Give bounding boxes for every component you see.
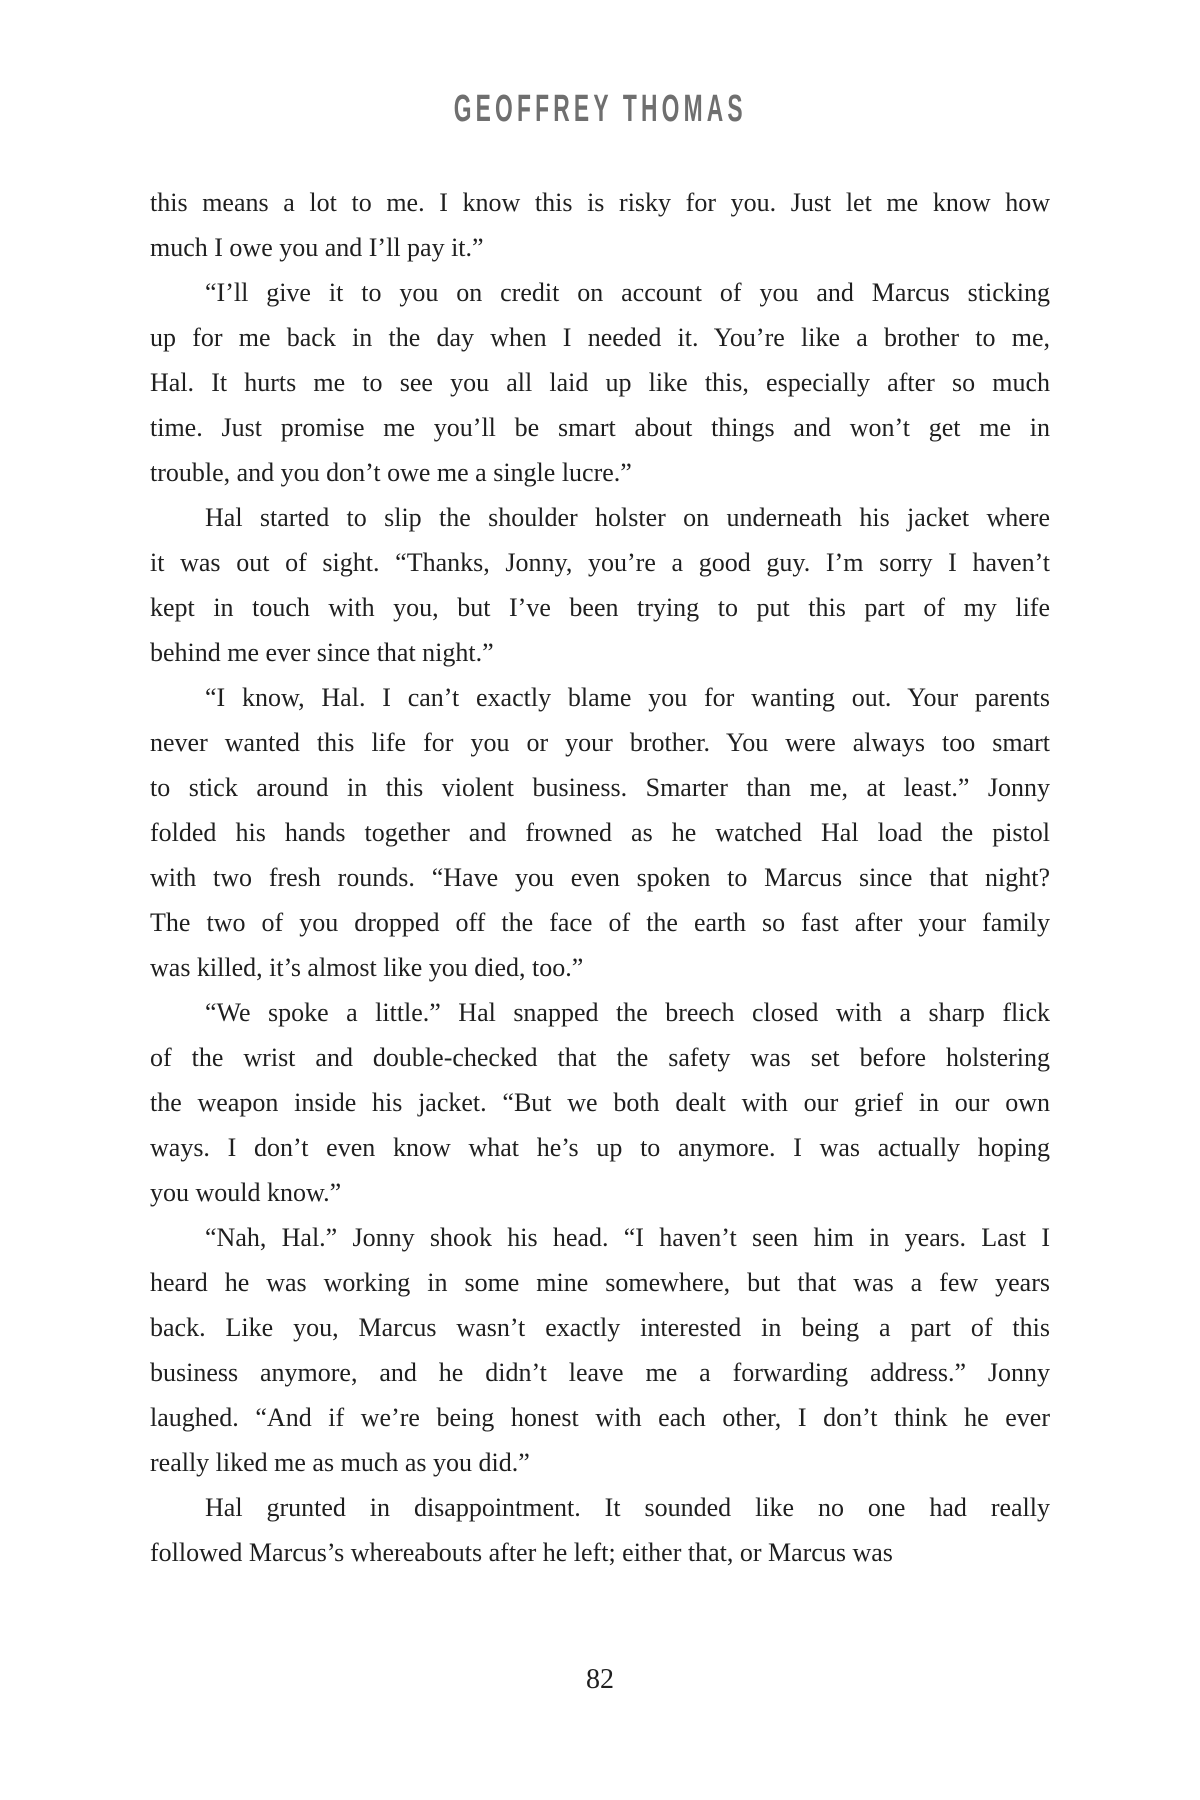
text-line: The two of you dropped off the face of the earth so fast after your family <box>150 908 1050 937</box>
text-line: up for me back in the day when I needed it. You’re like a brother to me, <box>150 323 1050 352</box>
text-line: the weapon inside his jacket. “But we both dealt with our grief in our own <box>150 1088 1050 1117</box>
text-line: really liked me as much as you did.” <box>150 1448 530 1477</box>
text-line: with two fresh rounds. “Have you even spoken to Marcus since that night? <box>150 863 1050 892</box>
text-line: “I know, Hal. I can’t exactly blame you for wanting out. Your parents <box>205 683 1050 712</box>
text-line: to stick around in this violent business. Smarter than me, at least.” Jonny <box>150 773 1050 802</box>
running-head <box>0 88 1200 131</box>
text-line: followed Marcus’s whereabouts after he left; either that, or Marcus was <box>150 1538 893 1567</box>
text-line: kept in touch with you, but I’ve been trying to put this part of my life <box>150 593 1050 622</box>
text-line: trouble, and you don’t owe me a single lucre.” <box>150 458 632 487</box>
text-line: “I’ll give it to you on credit on account of you and Marcus sticking <box>205 278 1050 307</box>
text-line: laughed. “And if we’re being honest with each other, I don’t think he ever <box>150 1403 1050 1432</box>
text-line: folded his hands together and frowned as he watched Hal load the pistol <box>150 818 1050 847</box>
page-number: 82 <box>586 1664 614 1695</box>
text-line: ways. I don’t even know what he’s up to anymore. I was actually hoping <box>150 1133 1050 1162</box>
text-line: behind me ever since that night.” <box>150 638 494 667</box>
text-line: Hal grunted in disappointment. It sounded like no one had really <box>205 1493 1050 1522</box>
text-line: it was out of sight. “Thanks, Jonny, you’re a good guy. I’m sorry I haven’t <box>150 548 1050 577</box>
text-line: never wanted this life for you or your brother. You were always too smart <box>150 728 1050 757</box>
text-line: “Nah, Hal.” Jonny shook his head. “I haven’t seen him in years. Last I <box>205 1223 1050 1252</box>
text-line: time. Just promise me you’ll be smart about things and won’t get me in <box>150 413 1050 442</box>
text-line: much I owe you and I’ll pay it.” <box>150 233 484 262</box>
text-line: this means a lot to me. I know this is risky for you. Just let me know how <box>150 188 1050 217</box>
text-line: heard he was working in some mine somewhere, but that was a few years <box>150 1268 1050 1297</box>
text-line: was killed, it’s almost like you died, too.” <box>150 953 584 982</box>
text-line: “We spoke a little.” Hal snapped the breech closed with a sharp flick <box>205 998 1050 1027</box>
author-name: GEOFFREY THOMAS <box>453 88 747 130</box>
text-line: back. Like you, Marcus wasn’t exactly interested in being a part of this <box>150 1313 1050 1342</box>
page-body <box>150 180 1050 1575</box>
text-line: of the wrist and double-checked that the safety was set before holstering <box>150 1043 1050 1072</box>
text-line: business anymore, and he didn’t leave me a forwarding address.” Jonny <box>150 1358 1050 1387</box>
text-line: Hal started to slip the shoulder holster on underneath his jacket where <box>205 503 1050 532</box>
text-line: Hal. It hurts me to see you all laid up like this, especially after so much <box>150 368 1050 397</box>
text-line: you would know.” <box>150 1178 342 1207</box>
